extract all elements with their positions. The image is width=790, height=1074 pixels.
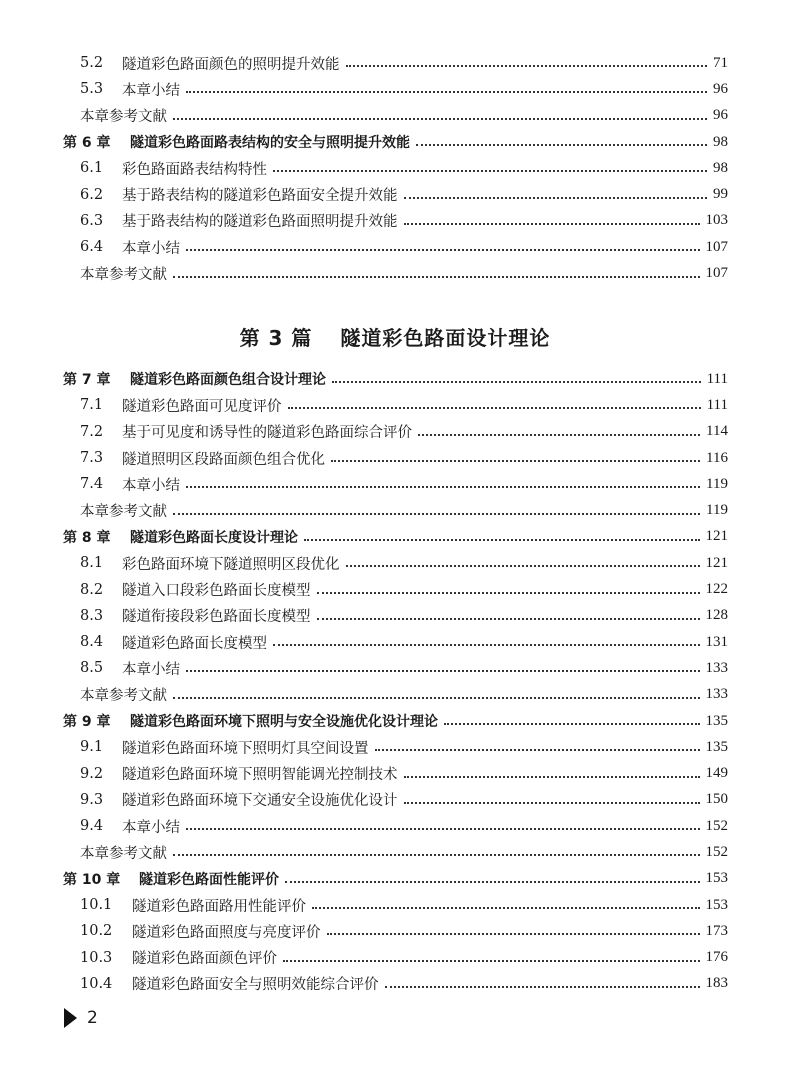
entry-page: 98 [713,133,728,150]
entry-title: 彩色路面环境下隧道照明区段优化 [122,556,340,573]
entry-title: 本章小结 [122,661,180,678]
entry-page: 119 [706,502,728,519]
toc-entry-chapter[interactable] [63,708,728,734]
entry-page: 98 [713,159,728,176]
entry-number: 6.3 [80,212,104,229]
entry-title: 隧道彩色路面照度与亮度评价 [132,924,321,941]
entry-number: 第 10 章 [63,871,121,888]
page-footer [64,1008,98,1028]
entry-number: 10.2 [80,923,113,940]
entry-title: 本章小结 [122,819,180,836]
entry-title: 隧道彩色路面颜色评价 [132,951,277,968]
entry-title: 隧道彩色路面路表结构的安全与照明提升效能 [130,135,410,152]
dot-leader [186,486,700,488]
entry-number: 8.1 [80,555,104,572]
entry-page: 131 [705,633,728,650]
entry-page: 119 [706,475,728,492]
entry-page: 183 [705,975,728,992]
dot-leader [304,539,700,541]
entry-number: 6.1 [80,160,104,177]
entry-number: 第 7 章 [63,372,111,389]
entry-number: 8.5 [80,660,104,677]
entry-title: 隧道衔接段彩色路面长度模型 [122,609,311,626]
dot-leader [404,776,700,778]
toc-entry-section[interactable] [63,445,728,471]
toc-entry-ref[interactable] [63,260,728,286]
dot-leader [186,249,700,251]
entry-page: 128 [705,607,728,624]
entry-page: 152 [705,817,728,834]
entry-title: 本章参考文献 [80,504,167,521]
dot-leader [283,960,700,962]
dot-leader [186,91,707,93]
entry-number: 10.4 [80,975,113,992]
dot-leader [273,644,700,646]
entry-number: 10.1 [80,897,113,914]
entry-number: 10.3 [80,949,113,966]
toc-entry-section[interactable] [63,471,728,497]
entry-number: 9.3 [80,791,104,808]
entry-title: 本章参考文献 [80,109,167,126]
dot-leader [418,434,700,436]
dot-leader [312,907,700,909]
toc-entry-section[interactable] [63,392,728,418]
entry-page: 122 [705,581,728,598]
entry-title: 隧道彩色路面可见度评价 [122,398,282,415]
toc-entry-section[interactable] [63,208,728,234]
dot-leader [375,749,700,751]
entry-number: 第 8 章 [63,529,111,546]
entry-number: 7.3 [80,450,104,467]
entry-page: 107 [705,238,728,255]
toc-entry-ref[interactable] [63,103,728,129]
toc-entry-section[interactable] [63,576,728,602]
entry-number: 5.3 [80,81,104,98]
toc-entry-section[interactable] [63,550,728,576]
entry-number: 8.4 [80,634,104,651]
entry-title: 基于路表结构的隧道彩色路面安全提升效能 [122,188,398,205]
dot-leader [327,933,700,935]
entry-number: 第 9 章 [63,714,111,730]
entry-number: 5.2 [80,55,104,72]
entry-number: 9.4 [80,818,104,835]
entry-page: 173 [705,922,728,939]
dot-leader [416,144,707,146]
dot-leader [173,118,707,120]
entry-title: 隧道照明区段路面颜色组合优化 [122,451,325,468]
dot-leader [404,197,708,199]
toc-entry-section[interactable] [63,419,728,445]
toc-entry-section[interactable] [63,945,728,971]
entry-title: 本章参考文献 [80,845,167,862]
dot-leader [346,565,700,567]
toc-entry-chapter[interactable] [63,866,728,892]
dot-leader [273,170,707,172]
toc-entry-ref[interactable] [63,682,728,708]
entry-title: 隧道彩色路面颜色组合设计理论 [130,372,326,389]
entry-title: 隧道彩色路面颜色的照明提升效能 [122,56,340,73]
entry-page: 153 [705,896,728,913]
dot-leader [173,854,700,856]
entry-page: 116 [706,449,728,466]
toc-entry-chapter[interactable] [63,524,728,550]
dot-leader [385,986,700,988]
entry-number: 9.1 [80,739,104,756]
triangle-marker-icon [64,1008,77,1028]
dot-leader [173,697,700,699]
dot-leader [444,723,700,725]
entry-page: 107 [705,265,728,282]
entry-page: 121 [705,554,728,571]
part-number: 第 3 篇 [239,326,313,350]
dot-leader [346,65,708,67]
entry-title: 隧道彩色路面环境下照明与安全设施优化设计理论 [130,714,438,730]
entry-page: 96 [713,107,728,124]
entry-title: 本章参考文献 [80,688,167,705]
entry-number: 8.2 [80,581,104,598]
toc-entry-chapter[interactable] [63,129,728,155]
dot-leader [317,618,700,620]
dot-leader [173,513,700,515]
entry-title: 隧道彩色路面环境下照明灯具空间设置 [122,740,369,757]
toc-entry-section[interactable] [63,734,728,760]
entry-page: 103 [705,212,728,229]
entry-title: 隧道彩色路面长度设计理论 [130,529,298,546]
toc-entry-section[interactable] [63,234,728,260]
toc-block-part2-end [63,50,728,287]
dot-leader [173,276,700,278]
entry-page: 133 [705,659,728,676]
toc-entry-section[interactable] [63,181,728,207]
toc-entry-section[interactable] [63,603,728,629]
entry-title: 隧道彩色路面路用性能评价 [132,898,306,915]
dot-leader [404,802,700,804]
toc-entry-section[interactable] [63,918,728,944]
entry-page: 111 [706,396,728,413]
entry-title: 隧道彩色路面环境下交通安全设施优化设计 [122,793,398,810]
entry-title: 隧道彩色路面性能评价 [139,871,279,888]
entry-page: 153 [705,870,728,887]
entry-page: 150 [705,791,728,808]
toc-entry-section[interactable] [63,892,728,918]
toc-entry-section[interactable] [63,629,728,655]
entry-title: 基于可见度和诱导性的隧道彩色路面综合评价 [122,425,412,442]
entry-number: 6.2 [80,186,104,203]
dot-leader [288,407,701,409]
toc-entry-section[interactable] [63,971,728,997]
entry-title: 本章小结 [122,477,180,494]
entry-page: 176 [705,949,728,966]
entry-title: 隧道入口段彩色路面长度模型 [122,583,311,600]
toc-entry-section[interactable] [63,155,728,181]
entry-page: 114 [706,423,728,440]
dot-leader [317,592,700,594]
entry-number: 7.4 [80,476,104,493]
entry-page: 96 [713,80,728,97]
part-title [0,322,790,351]
entry-title: 隧道彩色路面环境下照明智能调光控制技术 [122,767,398,784]
dot-leader [285,881,700,883]
entry-page: 71 [713,54,728,71]
toc-entry-section[interactable] [63,76,728,102]
entry-page: 135 [705,712,728,729]
entry-number: 7.1 [80,397,104,414]
entry-page: 111 [706,370,728,387]
toc-entry-section[interactable] [63,655,728,681]
part-name: 隧道彩色路面设计理论 [340,326,551,350]
entry-title: 本章小结 [122,240,180,257]
toc-entry-section[interactable] [63,813,728,839]
entry-title: 彩色路面路表结构特性 [122,161,267,178]
entry-page: 121 [705,528,728,545]
entry-number: 7.2 [80,423,104,440]
entry-page: 133 [705,686,728,703]
entry-title: 隧道彩色路面安全与照明效能综合评价 [132,977,379,994]
entry-page: 135 [705,738,728,755]
toc-entry-section[interactable] [63,760,728,786]
toc-entry-ref[interactable] [63,839,728,865]
dot-leader [331,460,700,462]
entry-title: 隧道彩色路面长度模型 [122,635,267,652]
entry-number: 9.2 [80,765,104,782]
toc-entry-chapter[interactable] [63,366,728,392]
entry-page: 152 [705,843,728,860]
entry-title: 基于路表结构的隧道彩色路面照明提升效能 [122,214,398,231]
dot-leader [186,828,700,830]
toc-entry-ref[interactable] [63,497,728,523]
entry-number: 8.3 [80,607,104,624]
dot-leader [332,381,701,383]
entry-number: 第 6 章 [63,135,111,152]
entry-page: 99 [713,186,728,203]
entry-title: 本章小结 [122,82,180,99]
dot-leader [186,670,700,672]
toc-entry-section[interactable] [63,787,728,813]
entry-title: 本章参考文献 [80,267,167,284]
page-number: 2 [87,1008,98,1028]
dot-leader [404,223,700,225]
entry-number: 6.4 [80,239,104,256]
entry-page: 149 [705,765,728,782]
toc-block-part3 [63,366,728,997]
toc-entry-section[interactable] [63,50,728,76]
